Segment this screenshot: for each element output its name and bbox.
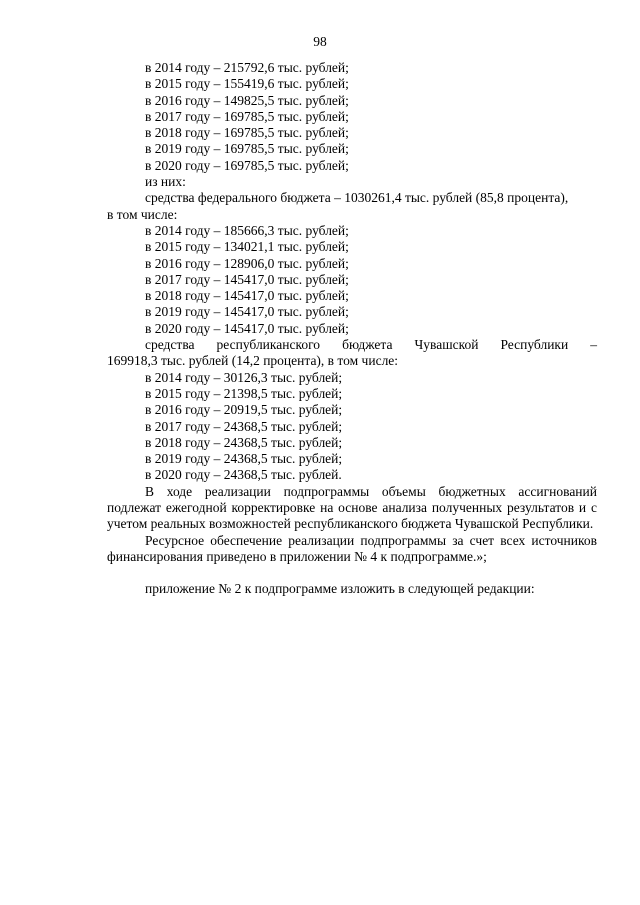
year-line: в 2020 году – 24368,5 тыс. рублей. <box>145 467 342 483</box>
year-line: в 2015 году – 21398,5 тыс. рублей; <box>145 385 343 401</box>
federal-budget-continuation: в том числе: <box>107 206 178 222</box>
republic-budget-continuation: 169918,3 тыс. рублей (14,2 процента), в том числе: <box>107 353 399 369</box>
resource-provision-paragraph: Ресурсное обеспечение реализации подпрограммы за счет всех источников финансирования приведено в приложении № 4 к подпрограмме.»; <box>107 532 597 564</box>
year-line: в 2018 году – 24368,5 тыс. рублей; <box>145 434 343 450</box>
year-line: в 2017 году – 24368,5 тыс. рублей; <box>145 418 343 434</box>
document-body <box>107 60 597 598</box>
paragraph-spacer <box>107 565 597 581</box>
year-line: в 2016 году – 128906,0 тыс. рублей; <box>145 255 349 271</box>
year-line: в 2020 году – 169785,5 тыс. рублей; <box>145 157 349 173</box>
year-line: в 2016 году – 20919,5 тыс. рублей; <box>145 402 343 418</box>
republic-budget-line: средства республиканского бюджета Чувашской Республики – <box>145 337 597 353</box>
federal-budget-line: средства федерального бюджета – 1030261,4 тыс. рублей (85,8 процента), <box>145 190 569 206</box>
year-line: в 2017 году – 169785,5 тыс. рублей; <box>145 108 349 124</box>
year-line: в 2017 году – 145417,0 тыс. рублей; <box>145 271 349 287</box>
year-line: в 2015 году – 155419,6 тыс. рублей; <box>145 76 349 92</box>
funding-years-total <box>107 60 597 174</box>
year-line: в 2019 году – 169785,5 тыс. рублей; <box>145 141 349 157</box>
funding-years-federal <box>107 223 597 337</box>
funding-years-republic <box>107 370 597 484</box>
year-line: в 2018 году – 169785,5 тыс. рублей; <box>145 125 349 141</box>
year-line: в 2020 году – 145417,0 тыс. рублей; <box>145 320 349 336</box>
year-line: в 2014 году – 185666,3 тыс. рублей; <box>145 222 349 238</box>
year-line: в 2016 году – 149825,5 тыс. рублей; <box>145 92 349 108</box>
of-which-label: из них: <box>145 174 186 190</box>
year-line: в 2014 году – 215792,6 тыс. рублей; <box>145 60 349 75</box>
year-line: в 2015 году – 134021,1 тыс. рублей; <box>145 239 349 255</box>
page-number: 98 <box>313 34 327 49</box>
year-line: в 2019 году – 145417,0 тыс. рублей; <box>145 304 349 320</box>
year-line: в 2018 году – 145417,0 тыс. рублей; <box>145 288 349 304</box>
budget-adjustment-paragraph: В ходе реализации подпрограммы объемы бюджетных ассигнований подлежат ежегодной корректировке на основе анализа полученных результатов и с учетом реальных возможностей республиканского бюджета Чувашской Республики. <box>107 483 597 532</box>
year-line: в 2019 году – 24368,5 тыс. рублей; <box>145 451 343 467</box>
year-line: в 2014 году – 30126,3 тыс. рублей; <box>145 369 343 385</box>
appendix-instruction-paragraph: приложение № 2 к подпрограмме изложить в следующей редакции: <box>145 581 535 597</box>
